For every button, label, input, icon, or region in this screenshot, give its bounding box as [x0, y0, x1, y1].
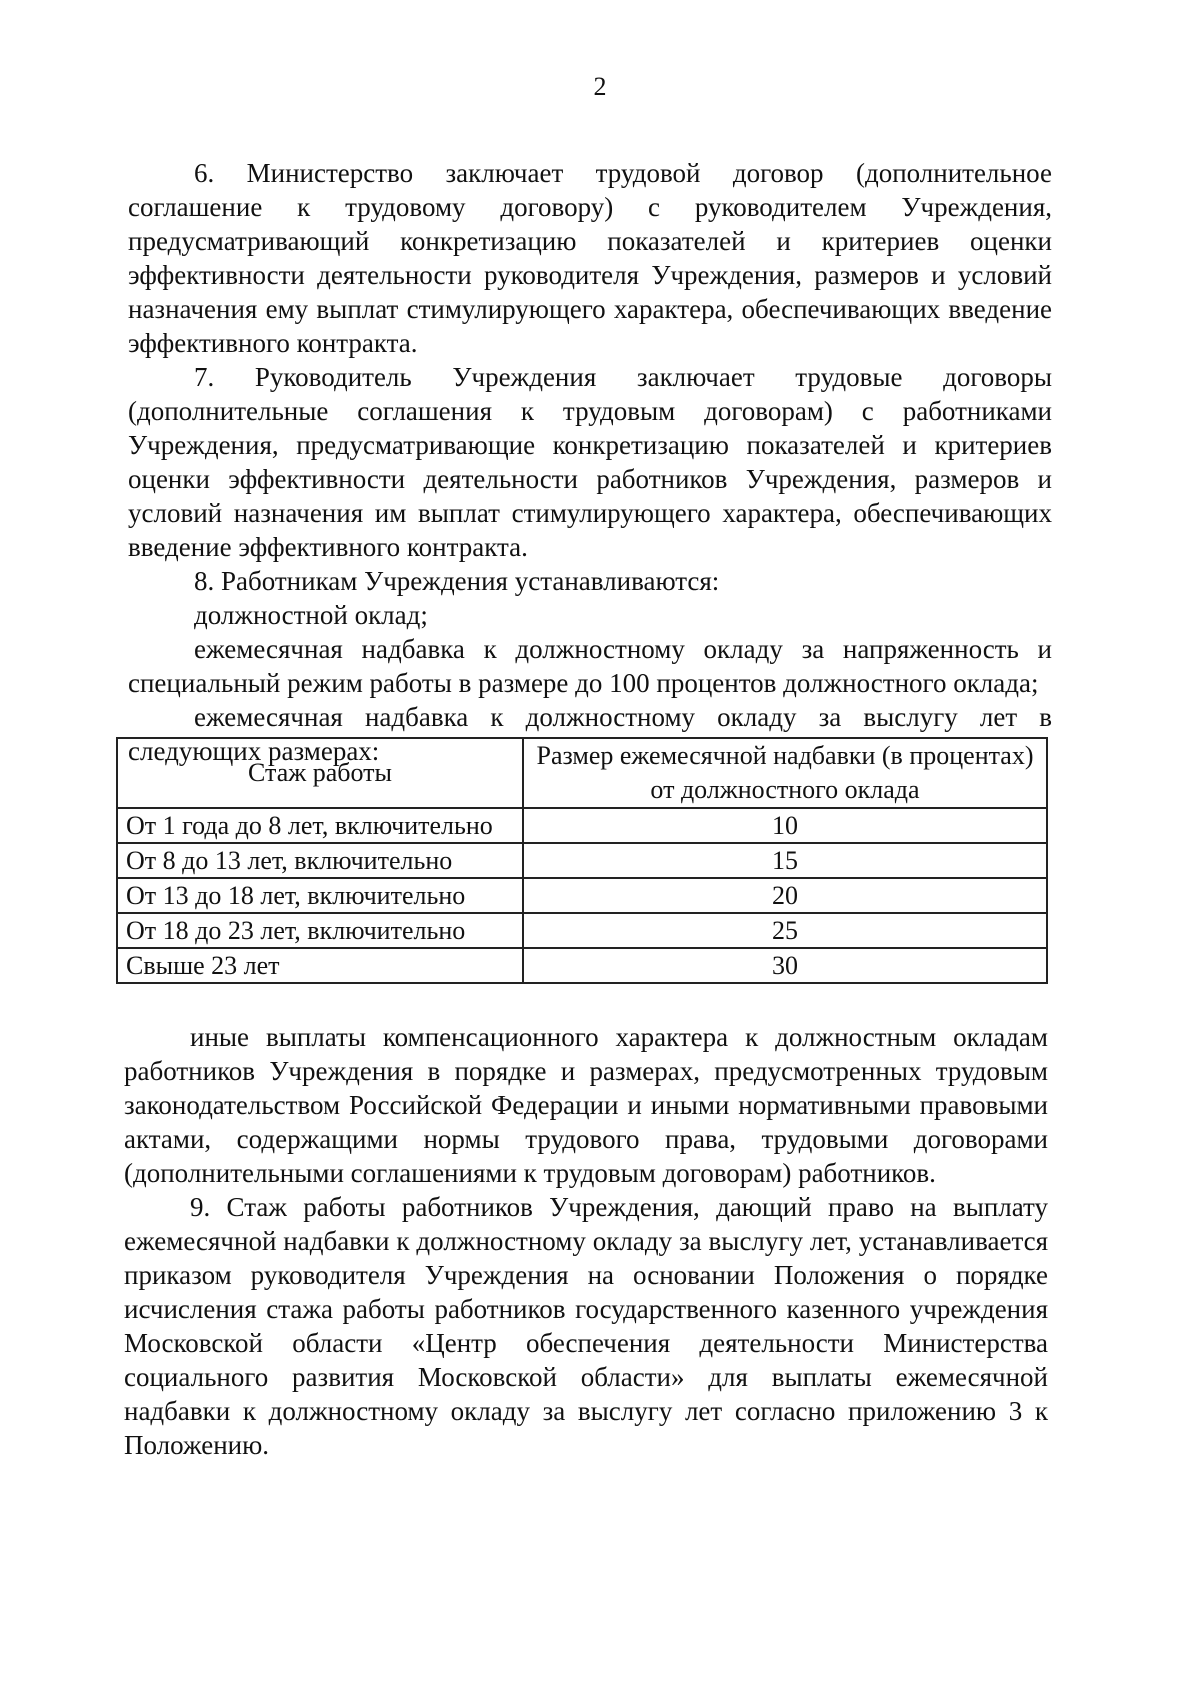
- cell-percent: 25: [523, 913, 1047, 948]
- page-number: 2: [593, 72, 607, 101]
- header-period: Стаж работы: [117, 738, 523, 808]
- cell-period: От 13 до 18 лет, включительно: [117, 878, 523, 913]
- list-item-salary: должностной оклад;: [194, 600, 428, 630]
- paragraph-9: 9. Стаж работы работников Учреждения, дающий право на выплату ежемесячной надбавки к должностному окладу за выслугу лет, устанавливается приказом руководителя Учреждения на основании Положения о порядке исчисления стажа работы работников государственного казенного учреждения Московской области «Центр обеспечения деятельности Министерства социального развития Московской области» для выплаты ежемесячной надбавки к должностному окладу за выслугу лет согласно приложению 3 к Положению.: [124, 1192, 1048, 1460]
- list-item-compensation: иные выплаты компенсационного характера к должностным окладам работников Учреждения в порядке и размерах, предусмотренных трудовым законодательством Российской Федерации и иными нормативными правовыми актами, содержащими нормы трудового права, трудовыми договорами (дополнительными соглашениями к трудовым договорам) работников.: [124, 1022, 1048, 1188]
- header-percent: Размер ежемесячной надбавки (в процентах) от должностного оклада: [523, 738, 1047, 808]
- table-row: [117, 878, 1047, 913]
- cell-percent: 20: [523, 878, 1047, 913]
- cell-period: От 18 до 23 лет, включительно: [117, 913, 523, 948]
- table-row: [117, 948, 1047, 983]
- body-text-bottom: [124, 1020, 1048, 1462]
- paragraph-6: 6. Министерство заключает трудовой договор (дополнительное соглашение к трудовому договору) с руководителем Учреждения, предусматривающий конкретизацию показателей и критериев оценки эффективности деятельности руководителя Учреждения, размеров и условий назначения ему выплат стимулирующего характера, обеспечивающих введение эффективного контракта.: [128, 158, 1052, 358]
- table-row: [117, 913, 1047, 948]
- body-text-top: [128, 156, 1052, 768]
- cell-percent: 15: [523, 843, 1047, 878]
- table-row: [117, 843, 1047, 878]
- cell-percent: 10: [523, 808, 1047, 843]
- list-item-intensity-bonus: ежемесячная надбавка к должностному окладу за напряженность и специальный режим работы в размере до 100 процентов должностного оклада;: [128, 634, 1052, 698]
- cell-period: От 1 года до 8 лет, включительно: [117, 808, 523, 843]
- table-row: [117, 808, 1047, 843]
- list-item-seniority-bonus: ежемесячная надбавка к должностному окладу за выслугу лет в следующих размерах:: [128, 702, 1052, 766]
- seniority-bonus-table: [116, 737, 1048, 984]
- paragraph-8: 8. Работникам Учреждения устанавливаются:: [194, 566, 720, 596]
- cell-period: От 8 до 13 лет, включительно: [117, 843, 523, 878]
- table-header-row: [117, 738, 1047, 808]
- cell-percent: 30: [523, 948, 1047, 983]
- cell-period: Свыше 23 лет: [117, 948, 523, 983]
- paragraph-7: 7. Руководитель Учреждения заключает трудовые договоры (дополнительные соглашения к трудовым договорам) с работниками Учреждения, предусматривающие конкретизацию показателей и критериев оценки эффективности деятельности работников Учреждения, размеров и условий назначения им выплат стимулирующего характера, обеспечивающих введение эффективного контракта.: [128, 362, 1052, 562]
